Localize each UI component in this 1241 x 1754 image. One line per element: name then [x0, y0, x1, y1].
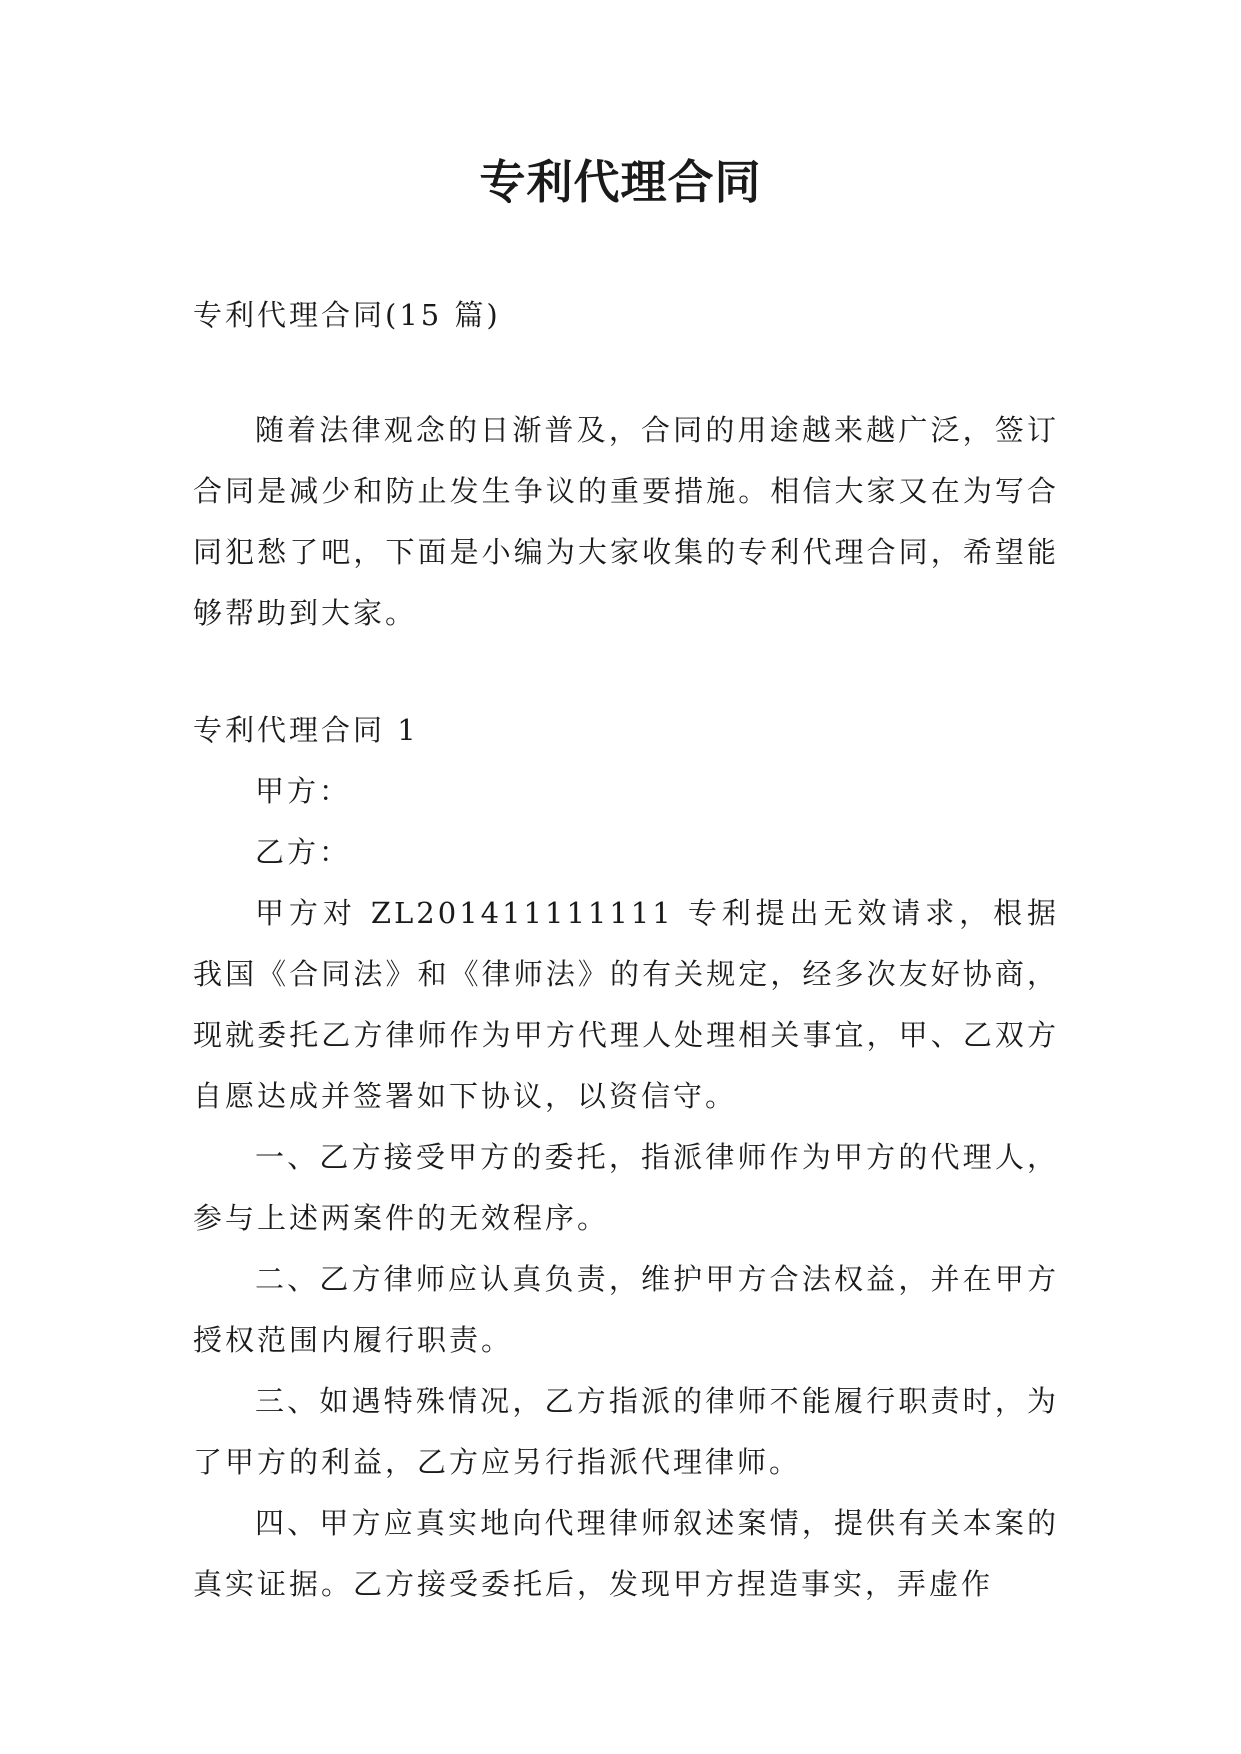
section-title: 专利代理合同 1 [193, 713, 419, 747]
intro-paragraph: 随着法律观念的日渐普及，合同的用途越来越广泛，签订合同是减少和防止发生争议的重要措施。相信大家又在为写合同犯愁了吧，下面是小编为大家收集的专利代理合同，希望能够帮助到大家。 [193, 413, 1059, 630]
clause-2: 二、乙方律师应认真负责，维护甲方合法权益，并在甲方授权范围内履行职责。 [193, 1262, 1059, 1357]
preamble-paragraph: 甲方对 ZL201411111111 专利提出无效请求，根据我国《合同法》和《律师法》的有关规定，经多次友好协商，现就委托乙方律师作为甲方代理人处理相关事宜，甲、乙双方自愿达成并签署如下协议，以资信守。 [193, 896, 1059, 1113]
party-b-line: 乙方： [255, 835, 352, 869]
clause-4: 四、甲方应真实地向代理律师叙述案情，提供有关本案的真实证据。乙方接受委托后，发现甲方捏造事实，弄虚作 [193, 1506, 1059, 1601]
party-a-line: 甲方： [255, 774, 352, 808]
document-subtitle [193, 285, 1059, 346]
contract-section [193, 700, 1059, 1615]
document-title: 专利代理合同 [479, 155, 762, 209]
intro-block [193, 400, 1059, 644]
clause-3: 三、如遇特殊情况，乙方指派的律师不能履行职责时，为了甲方的利益，乙方应另行指派代理律师。 [193, 1384, 1059, 1479]
subtitle-text: 专利代理合同(15 篇) [193, 298, 501, 332]
clause-1: 一、乙方接受甲方的委托，指派律师作为甲方的代理人，参与上述两案件的无效程序。 [193, 1140, 1059, 1235]
